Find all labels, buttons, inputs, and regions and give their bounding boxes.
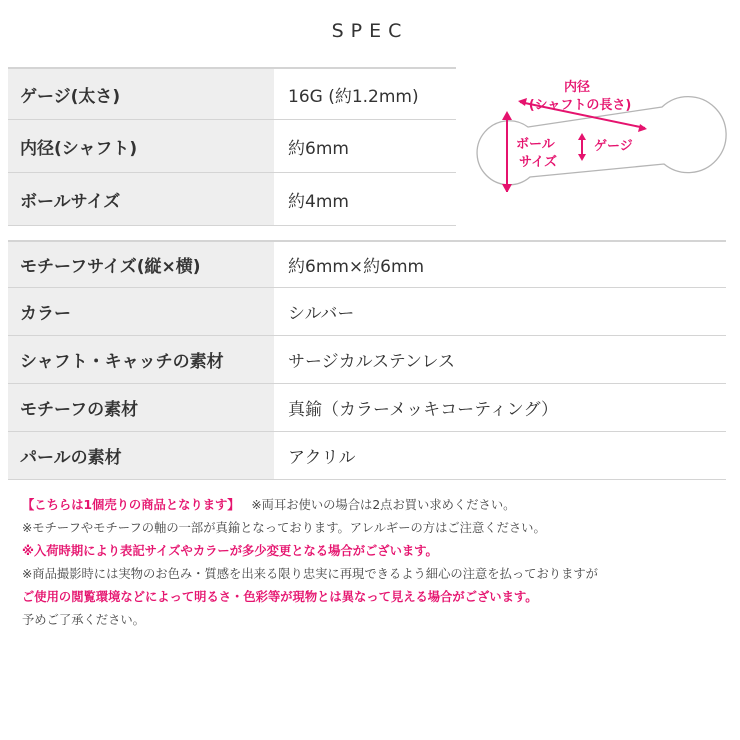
spec-value: 真鍮（カラーメッキコーティング） bbox=[274, 384, 726, 432]
spec-label: モチーフサイズ(縦×横) bbox=[8, 240, 274, 288]
note-line-5: ご使用の閲覧環境などによって明るさ・色彩等が現物とは異なって見える場合がございます。 bbox=[22, 590, 538, 604]
note-line-4: ※商品撮影時には実物のお色み・質感を出来る限り忠実に再現できるよう細心の注意を払っておりますが bbox=[22, 567, 598, 581]
shaft-length-label: (シャフトの長さ) bbox=[528, 98, 632, 113]
spec-row-motif-size bbox=[8, 240, 726, 288]
spec-value: 約4mm bbox=[274, 173, 456, 226]
inner-diameter-label: 内径 bbox=[563, 80, 591, 95]
page-title: SPEC bbox=[331, 20, 409, 42]
arrowhead-icon bbox=[518, 98, 527, 106]
spec-row-ball-size bbox=[8, 173, 456, 226]
spec-row-color bbox=[8, 288, 726, 336]
arrowhead-icon bbox=[578, 154, 586, 161]
spec-row-shaft-material bbox=[8, 336, 726, 384]
arrowhead-icon bbox=[502, 111, 512, 120]
spec-label: 内径(シャフト) bbox=[8, 120, 274, 173]
arrowhead-icon bbox=[502, 184, 512, 192]
spec-row-gauge bbox=[8, 67, 456, 120]
spec-label: ボールサイズ bbox=[8, 173, 274, 226]
spec-table-basic bbox=[8, 67, 456, 226]
spec-value: シルバー bbox=[274, 288, 726, 336]
spec-label: モチーフの素材 bbox=[8, 384, 274, 432]
gauge-label: ゲージ bbox=[594, 139, 633, 154]
spec-value: 約6mm×約6mm bbox=[274, 240, 726, 288]
spec-label: パールの素材 bbox=[8, 432, 274, 480]
ball-size-label-1: ボール bbox=[516, 137, 555, 152]
note-line-6: 予めご了承ください。 bbox=[22, 613, 145, 627]
spec-label: ゲージ(太さ) bbox=[8, 67, 274, 120]
spec-value: 16G (約1.2mm) bbox=[274, 67, 456, 120]
ball-size-label-2: サイズ bbox=[519, 155, 557, 170]
single-item-notice: 【こちらは1個売りの商品となります】 bbox=[22, 498, 240, 512]
spec-value: サージカルステンレス bbox=[274, 336, 726, 384]
spec-row-motif-material bbox=[8, 384, 726, 432]
spec-table-details bbox=[8, 240, 726, 480]
spec-value: アクリル bbox=[274, 432, 726, 480]
note-line-1 bbox=[22, 494, 598, 517]
arrowhead-icon bbox=[578, 133, 586, 140]
spec-value: 約6mm bbox=[274, 120, 456, 173]
arrowhead-icon bbox=[638, 124, 647, 132]
spec-row-pearl-material bbox=[8, 432, 726, 480]
note-line-3: ※入荷時期により表記サイズやカラーが多少変更となる場合がございます。 bbox=[22, 544, 438, 558]
notes-section bbox=[22, 494, 598, 632]
barbell-diagram bbox=[462, 72, 732, 192]
note-line-2: ※モチーフやモチーフの軸の一部が真鍮となっております。アレルギーの方はご注意ください。 bbox=[22, 521, 546, 535]
spec-label: シャフト・キャッチの素材 bbox=[8, 336, 274, 384]
spec-row-inner-diameter bbox=[8, 120, 456, 173]
pair-purchase-note: ※両耳お使いの場合は2点お買い求めください。 bbox=[251, 498, 516, 512]
spec-label: カラー bbox=[8, 288, 274, 336]
